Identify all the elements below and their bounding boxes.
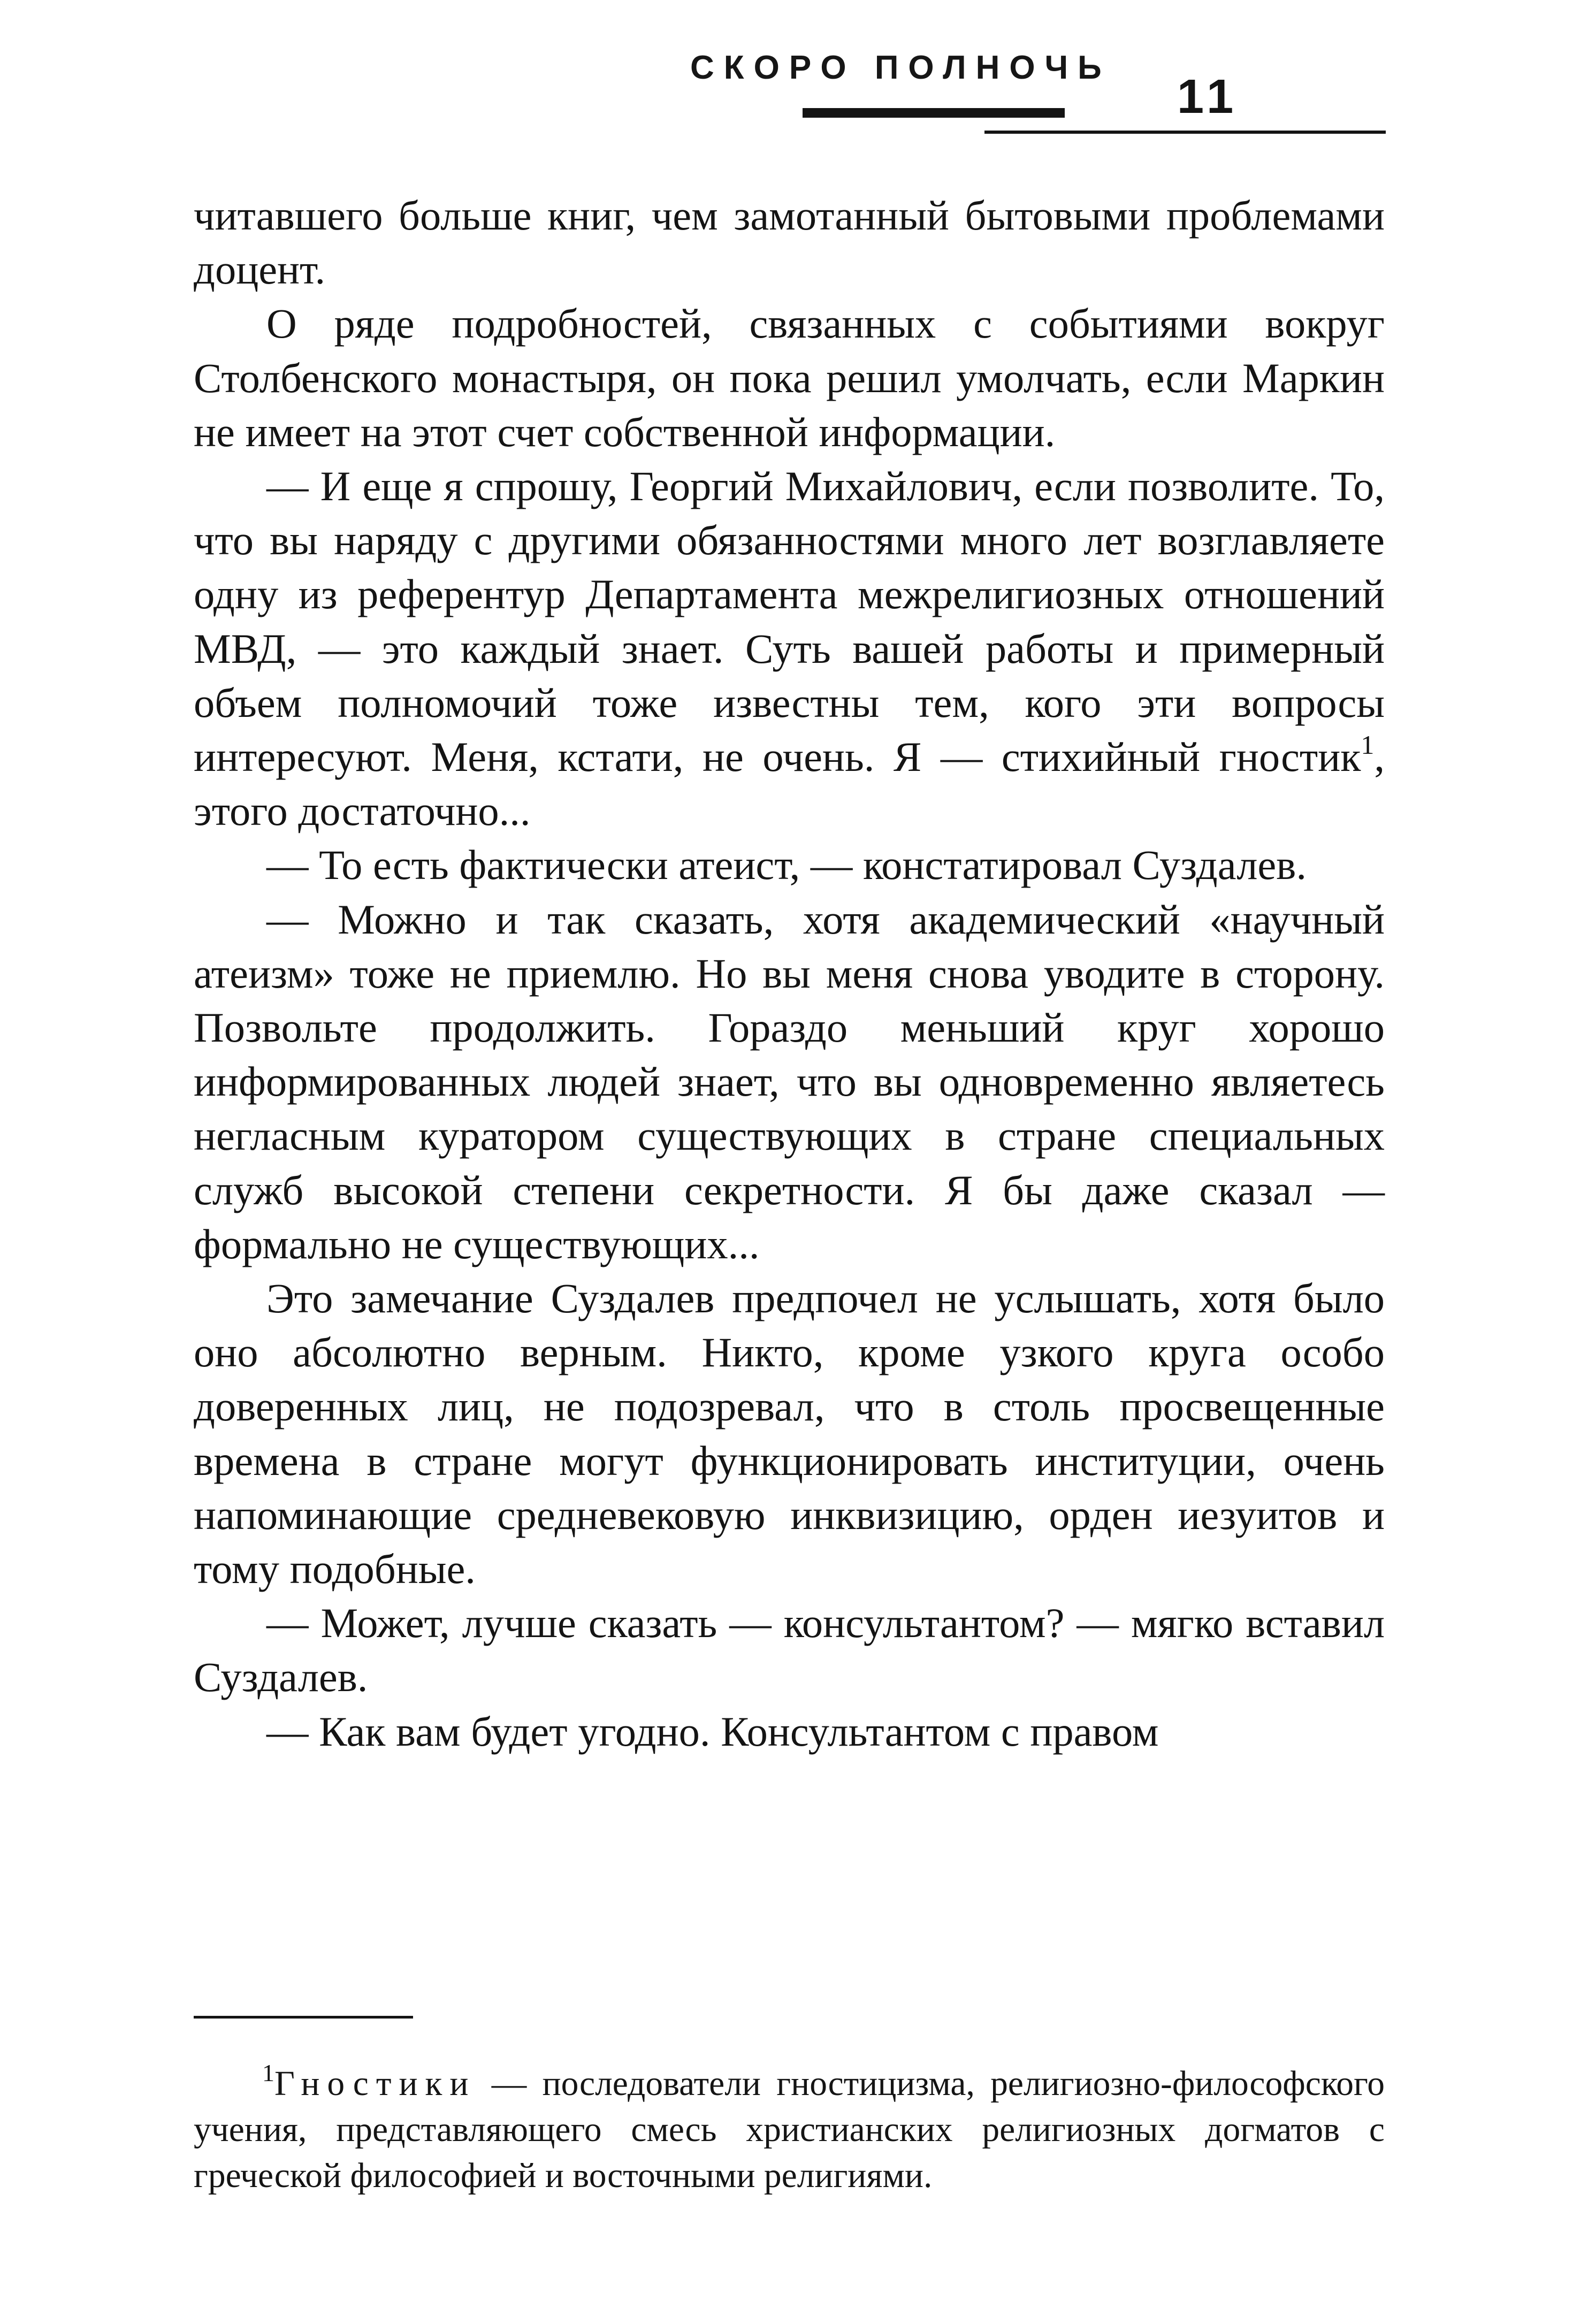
paragraph: — Как вам будет угодно. Консультантом с правом (266, 1708, 1159, 1755)
footnote-separator (194, 2016, 413, 2019)
title-underline-bar (803, 108, 1065, 118)
body-text (194, 188, 1385, 1759)
running-title: СКОРО ПОЛНОЧЬ (690, 49, 1111, 86)
footnote-reference: 1 (1361, 730, 1375, 760)
paragraph: О ряде подробностей, связанных с событиями вокруг Столбенского монастыря, он пока решил умолчать, если Маркин не имеет на этот счет собственной информации. (194, 300, 1385, 455)
paragraph-text: — И еще я спрошу, Георгий Михайлович, если позволите. То, что вы наряду с другими обязанностями много лет возглавляете одну из референтур Департамента межрелигиозных отношений МВД, — это каждый знает. Суть вашей работы и примерный объем полномочий тоже известны тем, кого эти вопросы интересуют. Меня, кстати, не очень. Я — стихийный гностик (194, 463, 1385, 781)
paragraph: — Можно и так сказать, хотя академический «научный атеизм» тоже не приемлю. Но вы меня снова уводите в сторону. Позвольте продолжить. Гораздо меньший круг хорошо информированных людей знает, что вы одновременно являетесь негласным куратором существующих в стране специальных служб высокой степени секретности. Я бы даже сказал — формально не существующих... (194, 896, 1385, 1267)
footnote (194, 2061, 1385, 2199)
paragraph: читавшего больше книг, чем замотанный бытовыми проблемами доцент. (194, 192, 1385, 293)
paragraph: — Может, лучше сказать — консультантом? — мягко вставил Суздалев. (194, 1600, 1385, 1701)
footnote-text: — последователи гностицизма, религиозно-философского учения, представляющего смесь христианских религиозных догматов с греческой философией и восточными религиями. (194, 2065, 1385, 2195)
header-rule (984, 131, 1386, 134)
paragraph-text: , этого достаточно... (194, 733, 1385, 835)
paragraph (194, 459, 1385, 838)
footnote-mark: 1 (262, 2059, 274, 2086)
page-number: 11 (1177, 70, 1239, 124)
paragraph: — То есть фактически атеист, — констатировал Суздалев. (266, 842, 1307, 889)
footnote-term: Гностики (274, 2065, 476, 2103)
paragraph: Это замечание Суздалев предпочел не услышать, хотя было оно абсолютно верным. Никто, кроме узкого круга особо доверенных лиц, не подозревал, что в столь просвещенные времена в стране могут функционировать институции, очень напоминающие средневековую инквизицию, орден иезуитов и тому подобные. (194, 1275, 1385, 1593)
